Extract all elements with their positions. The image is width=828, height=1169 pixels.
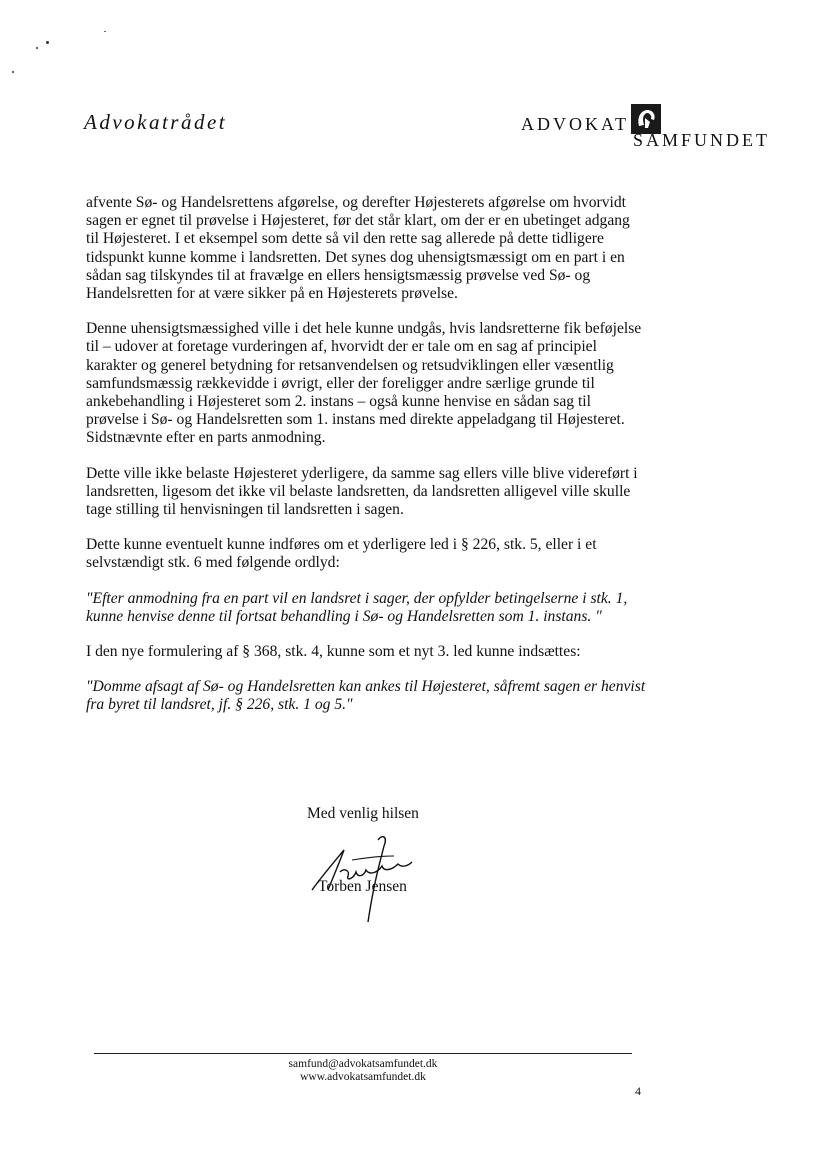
logo-line-samfundet: SAMFUNDET	[633, 130, 771, 150]
page-number: 4	[635, 1084, 641, 1098]
closing-greeting: Med venlig hilsen	[307, 805, 419, 822]
footer-website: www.advokatsamfundet.dk	[300, 1071, 426, 1083]
paragraph: afvente Sø- og Handelsrettens afgørelse, og derefter Højesterets afgørelse om hvorvidt sagen er egnet til prøvelse i Højesteret, før det står klart, om der er en ubetinget adgang til Højesteret. I et eksempel som dette så vil den rette sag allerede på dette tidligere tidspunkt kunne komme i landsretten. Det synes dog uhensigtsmæssigt om en part i en sådan sag tilskyndes til at fravælge en ellers hensigtsmæssig prøvelse ved Sø- og Handelsretten for at være sikker på en Højesterets prøvelse.	[86, 194, 630, 303]
footer-divider	[94, 1053, 632, 1054]
paragraph: Denne uhensigtsmæssighed ville i det hele kunne undgås, hvis landsretterne fik beføjelse til – udover at foretage vurderingen af, hvorvidt der er tale om en sag af principiel karakter og generel betydning for retsanvendelsen og retsudviklingen eller væsentlig samfundsmæssig rækkevidde i øvrigt, eller der foreligger andre særlige grunde til ankebehandling i Højesteret som 2. instans – også kunne henvise en sådan sag til prøvelse i Sø- og Handelsretten som 1. instans med direkte appeladgang til Højesteret. Sidstnævnte efter en parts anmodning.	[86, 320, 642, 447]
paragraph: I den nye formulering af § 368, stk. 4, kunne som et nyt 3. led kunne indsættes:	[86, 643, 581, 661]
council-title: Advokatrådet	[84, 110, 228, 134]
signer-name: Torben Jensen	[318, 878, 407, 895]
letter-body	[86, 194, 646, 732]
footer-email: samfund@advokatsamfundet.dk	[288, 1058, 438, 1070]
quoted-proposal: "Domme afsagt af Sø- og Handelsretten kan ankes til Højesteret, såfremt sagen er henvist fra byret til landsret, jf. § 226, stk. 1 og 5."	[86, 678, 646, 714]
paragraph: Dette kunne eventuelt kunne indføres om et yderligere led i § 226, stk. 5, eller i et selvstændigt stk. 6 med følgende ordlyd:	[86, 536, 597, 572]
paragraph: Dette ville ikke belaste Højesteret yderligere, da samme sag ellers ville blive videreført i landsretten, ligesom det ikke vil belaste landsretten, da landsretten alligevel ville skulle tage stilling til henvisningen til landsretten i sagen.	[86, 464, 638, 519]
footer	[94, 1058, 632, 1084]
logo-line-advokat: ADVOKAT	[521, 113, 629, 134]
quoted-proposal: "Efter anmodning fra en part vil en landsret i sager, der opfylder betingelserne i stk. 1, kunne henvise denne til fortsat behandling i Sø- og Handelsretten som 1. instans. "	[86, 589, 628, 625]
handwritten-signature	[308, 832, 428, 922]
